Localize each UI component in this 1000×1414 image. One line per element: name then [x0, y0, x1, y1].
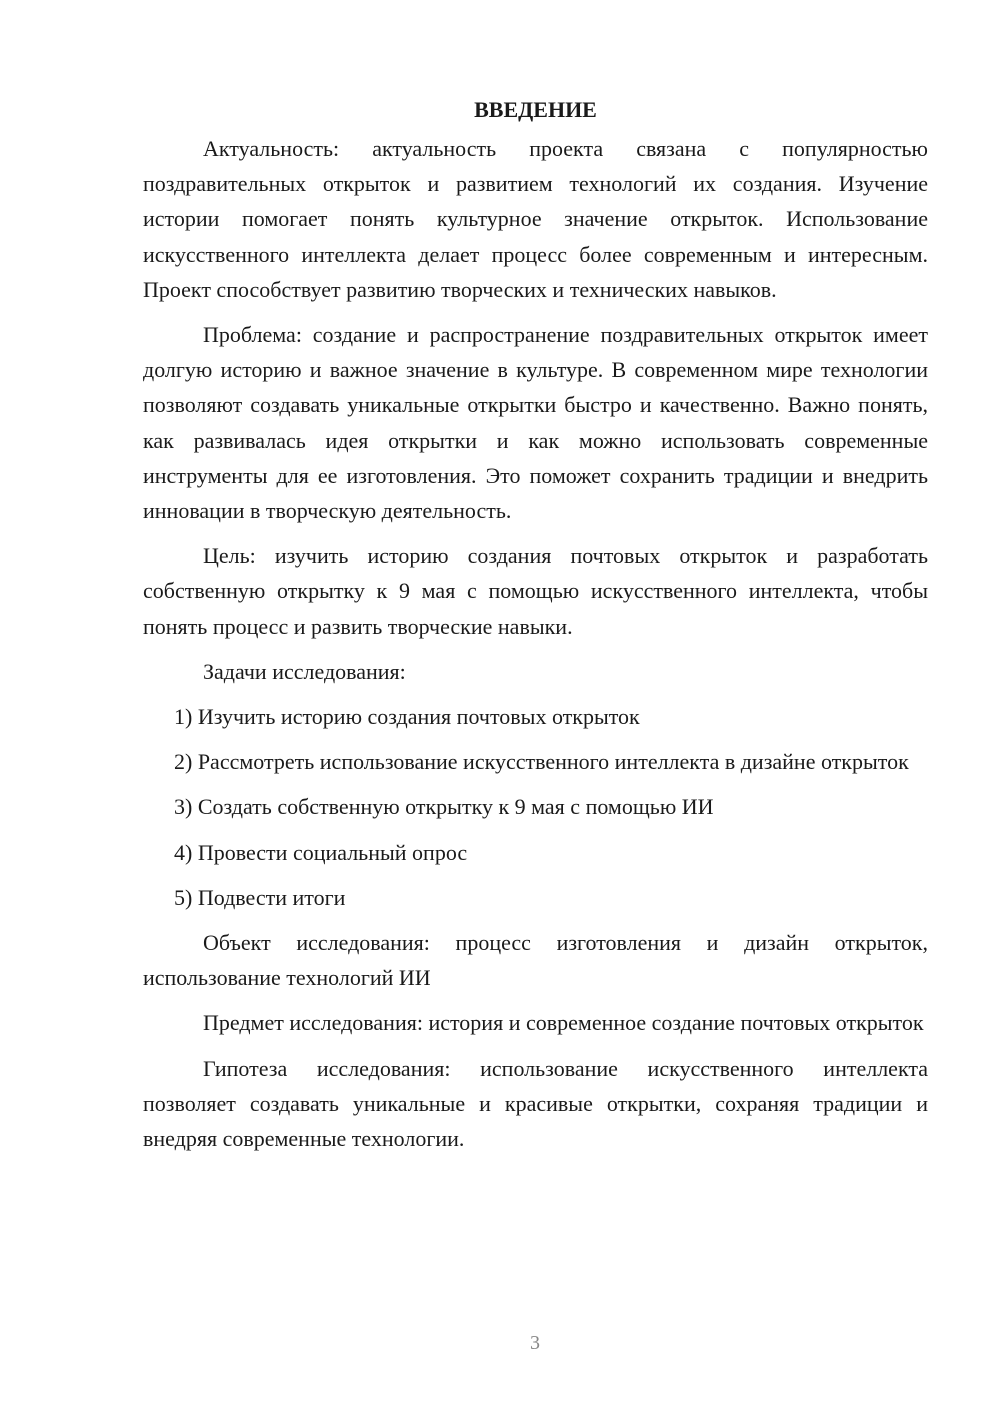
paragraph-tasks-heading: Задачи исследования: [203, 658, 406, 684]
page-number: 3 [530, 1332, 540, 1354]
paragraph-object: Объект исследования: процесс изготовления и дизайн открыток, использование технологий ИИ [143, 930, 928, 991]
paragraph-subject: Предмет исследования: история и современное создание почтовых открыток [203, 1010, 924, 1036]
paragraph-goal: Цель: изучить историю создания почтовых открыток и разработать собственную открытку к 9 мая с помощью искусственного интеллекта, чтобы понять процесс и развить творческие навыки. [143, 543, 928, 639]
paragraph-hypothesis: Гипотеза исследования: использование искусственного интеллекта позволяет создавать уникальные и красивые открытки, сохраняя традиции и внедряя современные технологии. [143, 1055, 928, 1152]
task-item-5: 5) Подвести итоги [174, 884, 346, 910]
task-item-4: 4) Провести социальный опрос [174, 839, 468, 865]
task-item-1: 1) Изучить историю создания почтовых открыток [174, 704, 640, 730]
task-item-2: 2) Рассмотреть использование искусственного интеллекта в дизайне открыток [174, 749, 909, 775]
paragraph-relevance: Актуальность: актуальность проекта связана с популярностью поздравительных открыток и развитием технологий их создания. Изучение истории помогает понять культурное значение открыток. Использование искусственного интеллекта делает процесс более современным и интересным. Проект способствует развитию творческих и технических навыков. [143, 136, 928, 302]
document-page [143, 92, 928, 1166]
task-item-3: 3) Создать собственную открытку к 9 мая с помощью ИИ [174, 794, 714, 820]
section-title: ВВЕДЕНИЕ [474, 97, 597, 122]
paragraph-problem: Проблема: создание и распространение поздравительных открыток имеет долгую историю и важное значение в культуре. В современном мире технологии позволяют создавать уникальные открытки быстро и качественно. Важно понять, как развивалась идея открытки и как можно использовать современные инструменты для ее изготовления. Это поможет сохранить традиции и внедрить инновации в творческую деятельность. [143, 322, 928, 524]
